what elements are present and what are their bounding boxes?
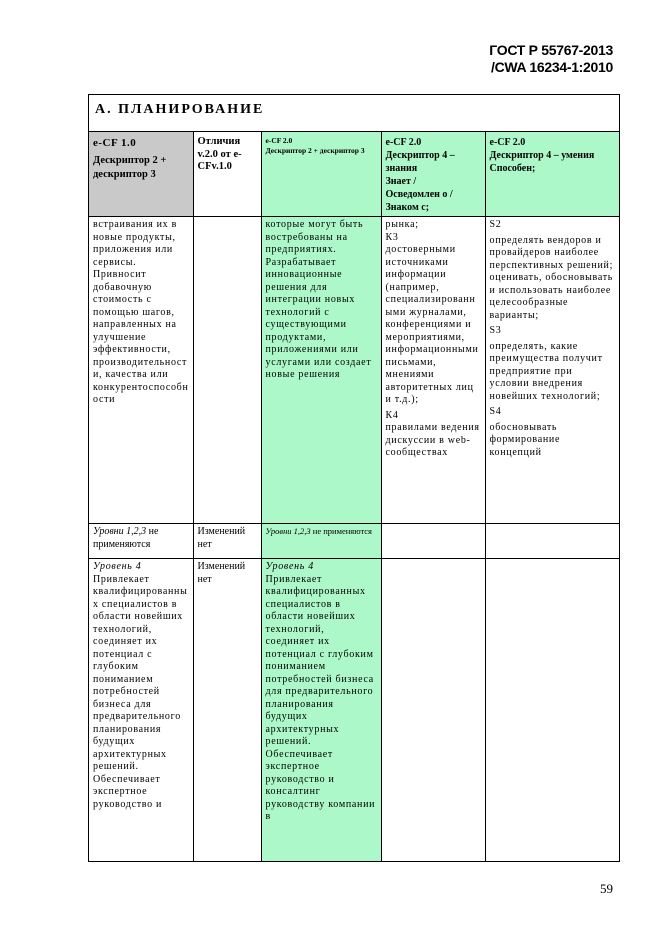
ecf2-description: которые могут быть востребованы на предприятиях. Разрабатывает инновационные решения для интеграции новых технологий с существующими продуктами, приложениями или услугами или создает новые решения: [261, 217, 381, 524]
document-header: [489, 42, 613, 76]
ecf1-levels-1-3: Уровни 1,2,3 не применяются: [89, 524, 193, 559]
page-number: 59: [600, 881, 613, 896]
differences-cell: Изменений нет: [193, 559, 261, 862]
table-row: [89, 559, 619, 862]
table-row: [89, 217, 619, 524]
knowledge-cell: [381, 524, 485, 559]
header-row: [89, 132, 619, 217]
differences-cell: Изменений нет: [193, 524, 261, 559]
comparison-table: [89, 132, 619, 862]
skills-cell: [485, 559, 619, 862]
knowledge-cell: [381, 559, 485, 862]
knowledge-cell: рынка; К3 достоверными источниками информации (например, специализированными журналами, конференциями и мероприятиями, информационными письмами, мнениями авторитетных лиц и т.д.); К4 правилами ведения дискуссии в web-сообществах: [381, 217, 485, 524]
ecf1-description: встраивания их в новые продукты, приложения или сервисы. Привносит добавочную стоимость с помощью шагов, направленных на улучшение эффективности, производительности, качества или конкурентоспособности: [89, 217, 193, 524]
differences-cell: [193, 217, 261, 524]
header-ecf2-skills: e-CF 2.0 Дескриптор 4 – умения Способен;: [485, 132, 619, 217]
ecf1-level-4: Уровень 4 Привлекает квалифицированных специалистов в области новейших технологий, соединяет их потенциал с глубоким пониманием потребностей бизнеса для предварительного планирования будущих архитектурных решений. Обеспечивает экспертное руководство и: [89, 559, 193, 862]
ecf2-level-4: Уровень 4 Привлекает квалифицированных специалистов в области новейших технологий, соединяет их потенциал с глубоким пониманием потребностей бизнеса для предварительного планирования будущих архитектурных решений. Обеспечивает экспертное руководство и консалтинг руководству компании в: [261, 559, 381, 862]
table-row: [89, 524, 619, 559]
header-ecf1: e-CF 1.0 Дескриптор 2 + дескриптор 3: [89, 132, 193, 217]
header-ecf2-knowledge: e-CF 2.0 Дескриптор 4 – знания Знает / Осведомлен о / Знаком с;: [381, 132, 485, 217]
header-differences: Отличия v.2.0 от e-CFv.1.0: [193, 132, 261, 217]
skills-cell: S2 определять вендоров и провайдеров наиболее перспективных решений; оценивать, обосновывать и использовать наиболее целесообразные варианты; S3 определять, какие преимущества получит предприятие при условии внедрения новейших технологий; S4 обосновывать формирование концепций: [485, 217, 619, 524]
section-title: А. ПЛАНИРОВАНИЕ: [89, 94, 619, 132]
ecf2-levels-1-3: Уровни 1,2,3 не применяются: [261, 524, 381, 559]
header-ecf2-desc: e-CF 2.0 Дескриптор 2 + дескриптор 3: [261, 132, 381, 217]
cwa-number: /CWA 16234-1:2010: [490, 59, 613, 75]
standard-number: ГОСТ Р 55767-2013: [489, 42, 613, 58]
skills-cell: [485, 524, 619, 559]
competence-sheet: [88, 94, 620, 862]
